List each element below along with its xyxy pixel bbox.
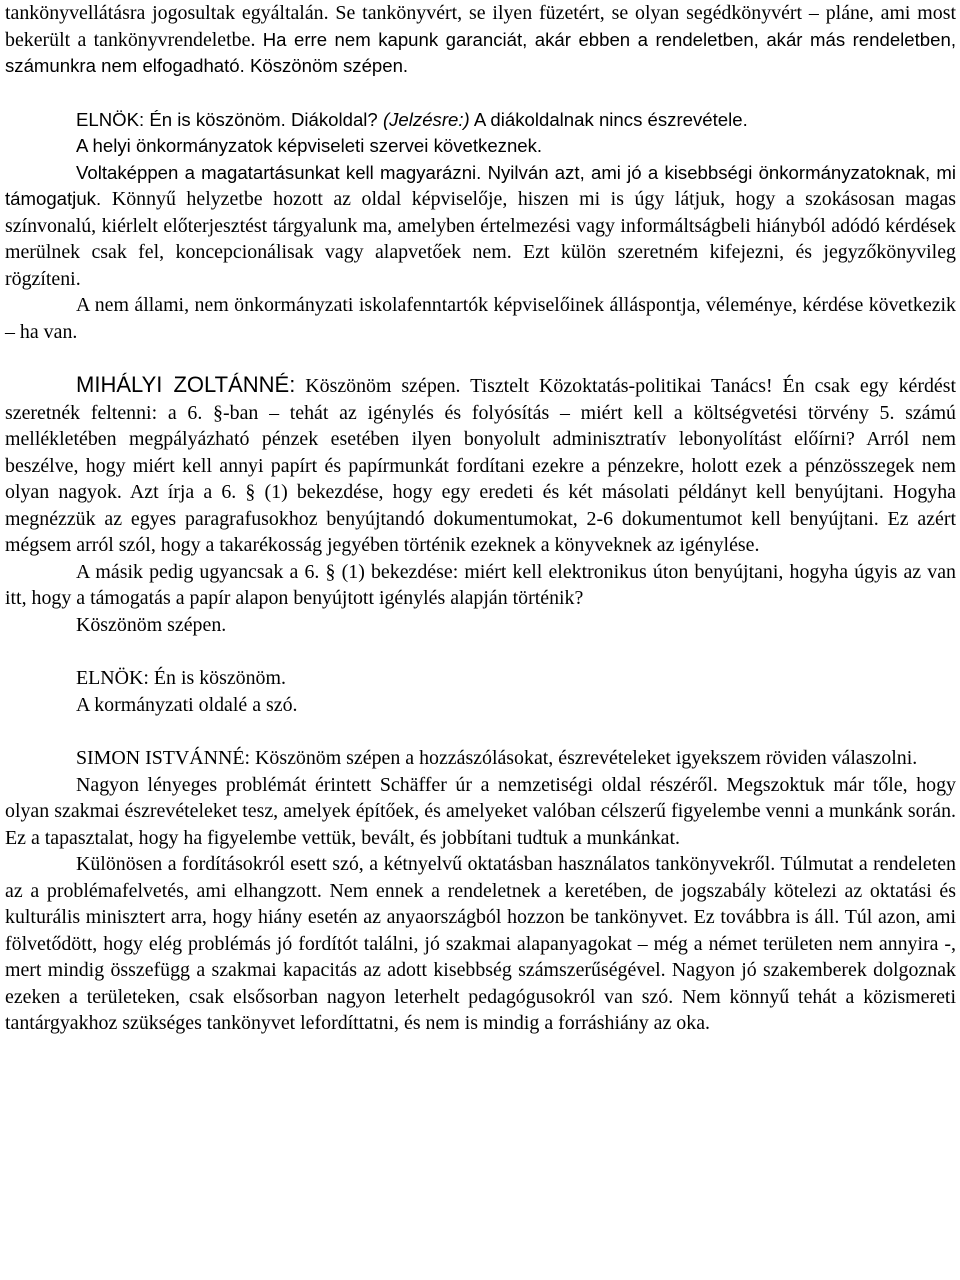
text-segment: A diákoldalnak nincs észrevétele. (469, 108, 748, 130)
paragraph-p9 (5, 665, 956, 692)
text-segment: Nagyon lényeges problémát érintett Schäffer úr a nemzetiségi oldal részéről. Megszoktuk már tőle, hogy olyan szakmai észrevételeket tesz, amelyek építőek, és amelyeket valóban célszerű figyelembe venni a munkánk során. Ez a tapasztalat, hogy ha figyelembe vettük, bevált, és jobbítani tudtuk a munkánkat. (5, 773, 956, 849)
text-segment: ELNÖK: Én is köszönöm. (76, 667, 286, 689)
paragraph-p10 (5, 692, 956, 719)
text-segment: Könnyű helyzetbe hozott az oldal képviselője, hiszen mi is úgy látjuk, hogy a szokásosan magas színvonalú, kiérlelt előterjesztést tárgyalunk ma, amelyben értelmezési vagy informáltságbeli hiányból adódó kérdések merülnek csak fel, koncepcionálisak vagy alapvetőek nem. Ezt külön szeretném kifejezni, és jegyzőkönyvileg rögzíteni. (5, 188, 956, 290)
text-segment: SIMON ISTVÁNNÉ: Köszönöm szépen a hozzászólásokat, észrevételeket igyekszem röviden válaszolni. (76, 747, 918, 769)
paragraph-p7 (5, 559, 956, 612)
text-segment: Köszönöm szépen. (76, 613, 227, 636)
paragraph-p1 (5, 0, 956, 80)
text-segment: A helyi önkormányzatok képviseleti szervei következnek. (76, 135, 543, 156)
text-segment: ELNÖK: Én is köszönöm. Diákoldal? (76, 108, 383, 130)
text-segment: A másik pedig ugyancsak a 6. § (1) bekezdése: miért kell elektronikus úton benyújtani, hogyha úgyis az van itt, hogy a támogatás a papír alapon benyújtott igénylés alapján történik? (5, 560, 956, 609)
paragraph-p8 (5, 612, 956, 639)
text-segment: Különösen a fordításokról esett szó, a kétnyelvű oktatásban használatos tankönyvekről. Túlmutat a rendeleten az a problémafelvetés, ami elhangzott. Nem ennek a rendeletnek a keretében, de jogszabály kötelezi az oktatási és kulturális minisztert arra, hogy hiány esetén az anyaországból hozzon be tankönyvet. Ez továbbra is áll. Túl azon, ami fölvetődött, hogy elég problémás jó fordítót találni, jó szakmai alapanyagokat – még a német területen nem annyira -, mert mindig összefügg a szakmai kapacitás az adott kisebbség számszerűségével. Nagyon jó szakemberek dolgoznak ezeken a területeken, csak elsősorban nagyon leterhelt pedagógusokról van szó. Nem könnyű tehát a közismereti tantárgyakhoz szükséges tankönyvet lefordíttatni, és nem is mindig a forráshiány az oka. (5, 853, 956, 1034)
paragraph-p12 (5, 772, 956, 852)
paragraph-p13 (5, 851, 956, 1037)
text-segment: Ha erre nem kapunk garanciát, akár ebben a rendeletben, akár más rendeletben, számunkra nem elfogadható. Köszönöm szépen. (5, 28, 956, 76)
text-segment: Köszönöm szépen. Tisztelt Közoktatás-politikai Tanács! Én csak egy kérdést szeretnék feltenni: a 6. §-ban – tehát az igénylés és folyósítás – miért kell a költségvetési törvény 5. számú mellékletében megpályázható pénzek esetében ilyen bonyolult adminisztratív lebonyolítást előírni? Arról nem beszélve, hogy miért kell annyi papírt és papírmunkát fordítani ezekre a pénzekre, holott ezek a pénzösszegek nem olyan nagyok. Azt írja a 6. § (1) bekezdése, hogy egy eredeti és két másolati példányt kell benyújtani. Hogyha megnézzük az egyes paragrafusokhoz benyújtandó dokumentumokat, 2-6 dokumentumot kell benyújtani. Ez azért mégsem arról szól, hogy a takarékosság jegyében történik ezeknek a könyveknek az igénylése. (5, 375, 957, 556)
paragraph-p5 (5, 292, 956, 345)
text-segment: Voltaképpen a magatartásunkat kell magyarázni. Nyilván azt, ami jó a kisebbségi önkormányzatoknak, mi támogatjuk. (5, 161, 956, 209)
text-segment: tankönyvellátásra jogosultak egyáltalán. Se tankönyvért, se ilyen füzetért, se olyan segédkönyvért – pláne, ami most bekerült a tankönyvrendeletbe. (5, 2, 956, 51)
paragraph-p4 (5, 160, 956, 293)
paragraph-p6 (5, 372, 956, 559)
paragraph-p11 (5, 745, 956, 772)
text-segment: (Jelzésre:) (382, 108, 470, 130)
paragraph-p3 (5, 133, 956, 160)
text-segment: A kormányzati oldalé a szó. (76, 693, 298, 716)
paragraph-p2 (5, 107, 956, 134)
text-segment: MIHÁLYI ZOLTÁNNÉ: (76, 372, 296, 397)
text-segment: A nem állami, nem önkormányzati iskolafenntartók képviselőinek álláspontja, véleménye, kérdése következik – ha van. (5, 294, 956, 343)
